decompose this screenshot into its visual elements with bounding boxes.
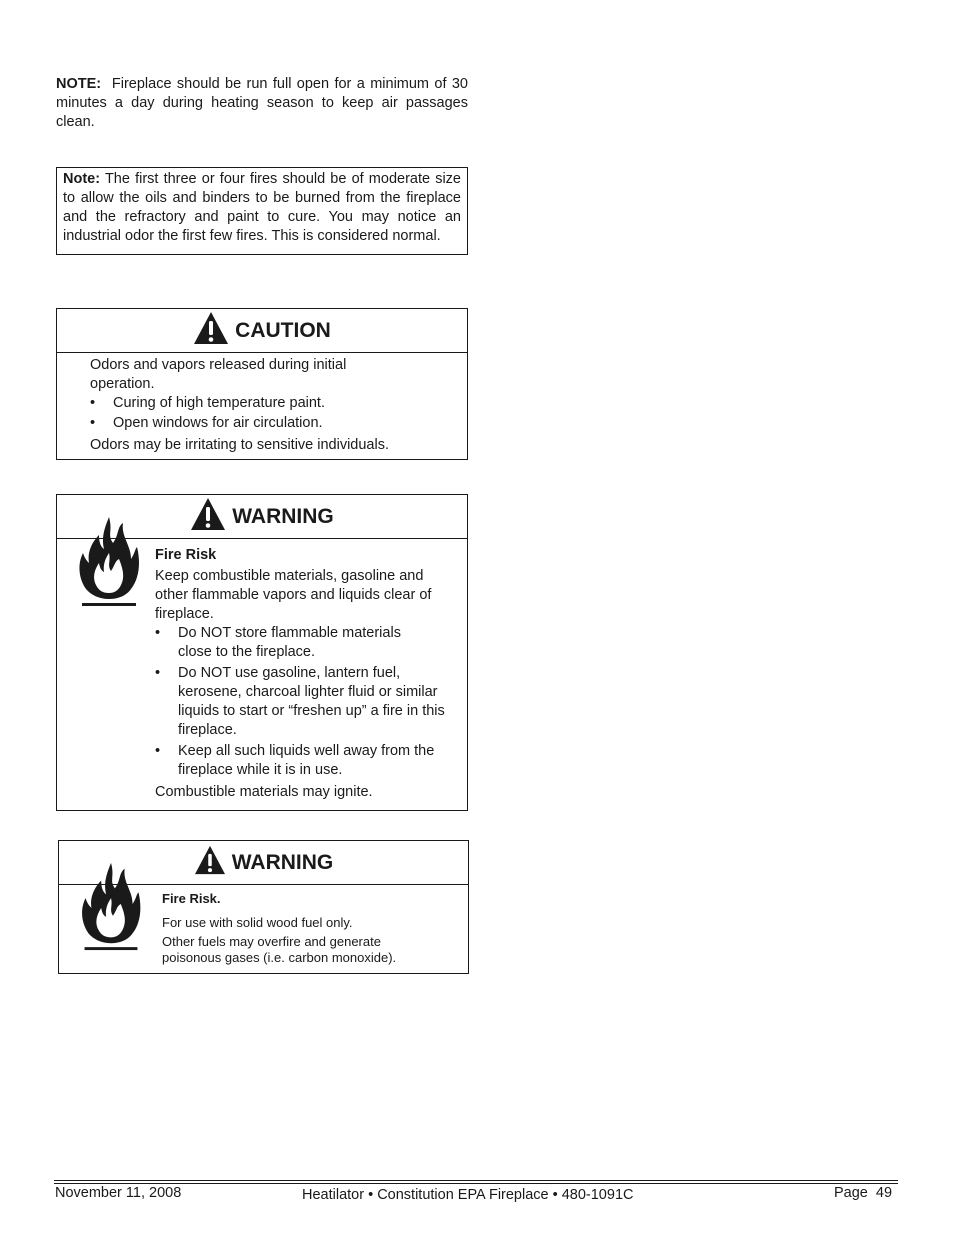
warning1-bullet: • Do NOT store flammable materials close to the fireplace. bbox=[155, 624, 435, 662]
warning2-line2: Other fuels may overfire and generate poisonous gases (i.e. carbon monoxide). bbox=[162, 934, 397, 965]
warning1-bullet-text: Keep all such liquids well away from the fireplace while it is in use. bbox=[178, 743, 435, 778]
note-box-text: The first three or four fires should be of moderate size to allow the oils and binders to be burned from the fireplace and the refractory and paint to cure. You may notice an industrial odor the first few fires. This is considered normal. bbox=[63, 171, 461, 244]
warning-box-solid-fuel bbox=[58, 840, 469, 974]
warning1-bullet-text: Do NOT store flammable materials close to the fireplace. bbox=[178, 625, 401, 660]
warning1-title: WARNING bbox=[232, 504, 334, 528]
warning2-title: WARNING bbox=[231, 850, 334, 874]
footer-page-number: Page 49 bbox=[834, 1185, 893, 1201]
caution-header bbox=[57, 309, 467, 353]
warning-triangle-icon bbox=[190, 497, 226, 537]
caution-intro: Odors and vapors released during initial operation. bbox=[90, 357, 347, 392]
warning1-bullet-text: Do NOT use gasoline, lantern fuel, kerosene, charcoal lighter fluid or similar liquids to start or “freshen up” a fire in this fireplace. bbox=[178, 665, 445, 738]
caution-box bbox=[56, 308, 468, 460]
flame-icon bbox=[79, 859, 143, 958]
caution-bullet: • Open windows for air circulation. bbox=[90, 415, 323, 431]
footer-title: Heatilator • Constitution EPA Fireplace • 480-1091C bbox=[302, 1187, 634, 1203]
note-fireplace-open bbox=[56, 75, 468, 132]
caution-closing: Odors may be irritating to sensitive individuals. bbox=[90, 437, 389, 453]
caution-bullet: • Curing of high temperature paint. bbox=[90, 395, 325, 411]
warning1-bullet: • Keep all such liquids well away from the fireplace while it is in use. bbox=[155, 743, 435, 778]
footer-date: November 11, 2008 bbox=[55, 1185, 182, 1201]
warning1-intro: Keep combustible materials, gasoline and other flammable vapors and liquids clear of fireplace. bbox=[155, 568, 432, 622]
caution-title: CAUTION bbox=[235, 318, 331, 342]
note-box-label: Note: bbox=[63, 171, 101, 187]
caution-bullet-text: Open windows for air circulation. bbox=[113, 415, 323, 431]
warning2-body bbox=[162, 891, 452, 966]
warning1-bullet: • Do NOT use gasoline, lantern fuel, kerosene, charcoal lighter fluid or similar liquids to start or “freshen up” a fire in this fireplace. bbox=[155, 665, 445, 738]
warning-box-fire-risk bbox=[56, 494, 468, 811]
note-label: NOTE: bbox=[56, 76, 102, 92]
caution-bullet-text: Curing of high temperature paint. bbox=[113, 395, 325, 411]
warning1-subtitle: Fire Risk bbox=[155, 547, 217, 563]
note-text: Fireplace should be run full open for a minimum of 30 minutes a day during heating season to keep air passages clean. bbox=[56, 76, 468, 130]
warning-triangle-icon bbox=[194, 845, 226, 881]
warning1-closing: Combustible materials may ignite. bbox=[155, 784, 373, 800]
warning2-line1: For use with solid wood fuel only. bbox=[162, 915, 353, 930]
caution-body bbox=[57, 353, 467, 455]
footer-rule-thin bbox=[54, 1183, 898, 1184]
flame-icon bbox=[77, 513, 141, 614]
warning-triangle-icon bbox=[193, 311, 229, 351]
footer-rule bbox=[54, 1180, 898, 1181]
note-first-fires-box bbox=[56, 167, 468, 255]
warning2-subtitle: Fire Risk. bbox=[162, 891, 221, 906]
